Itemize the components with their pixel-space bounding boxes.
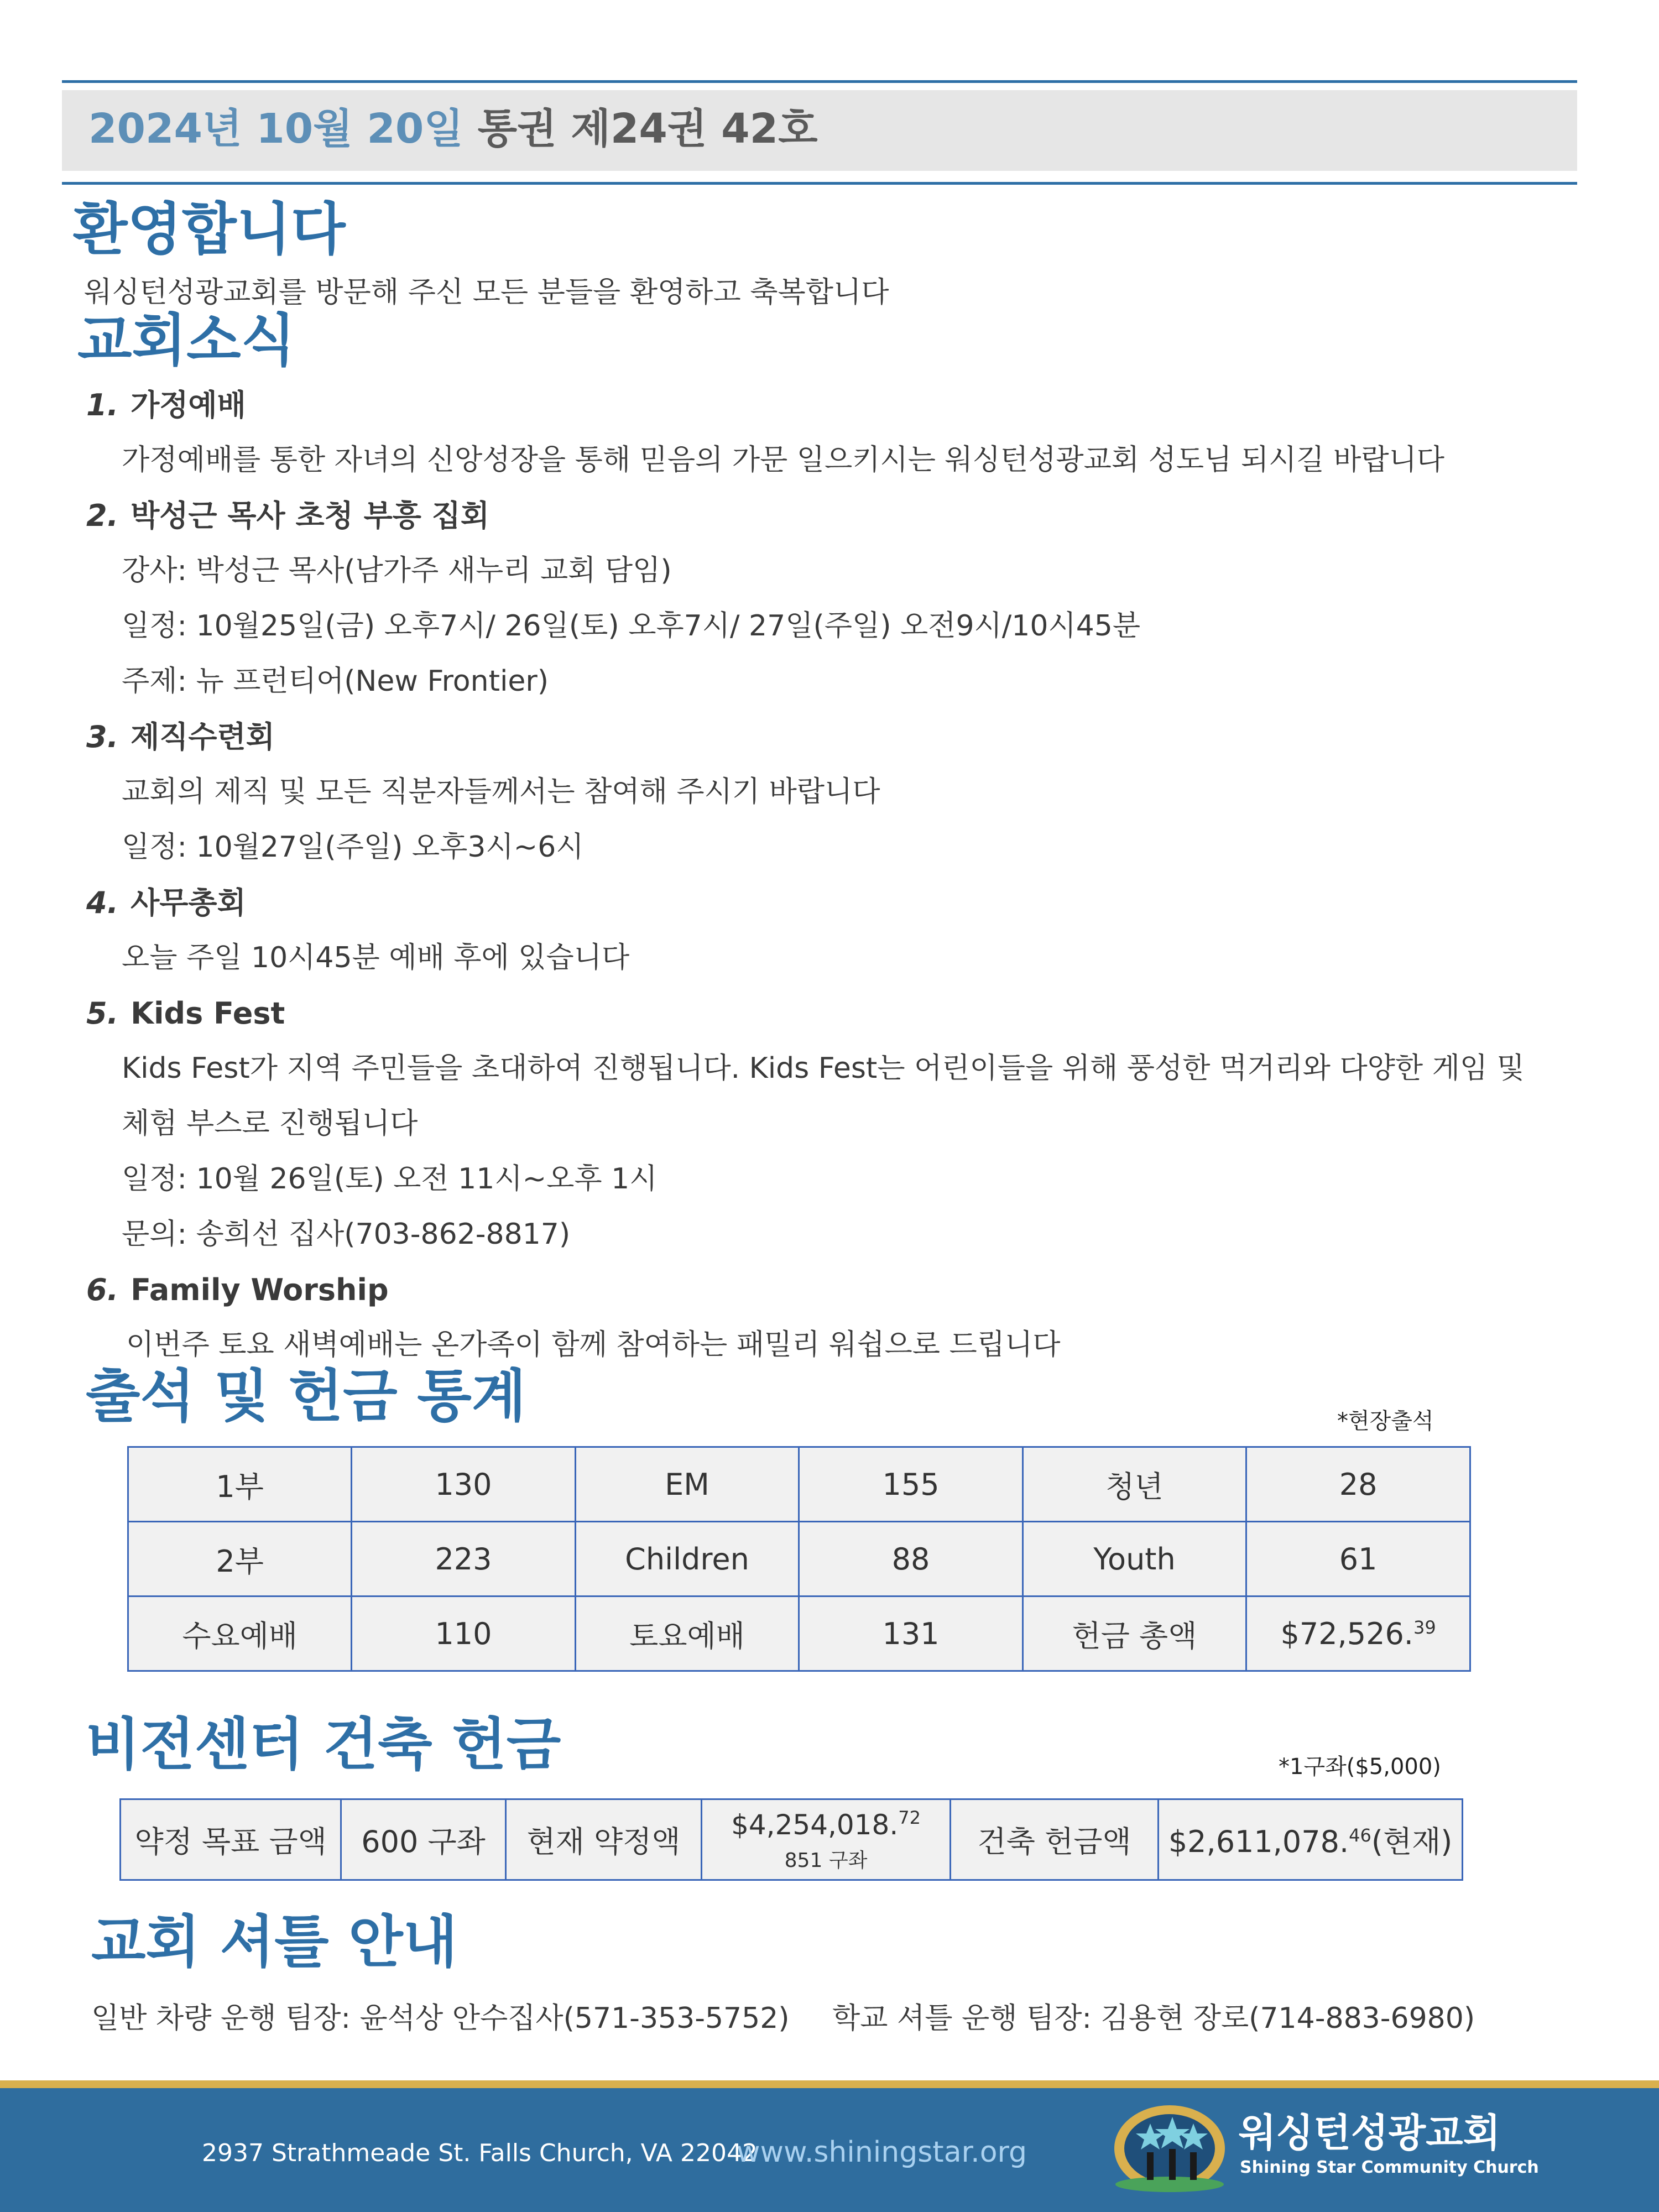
table-cell: 28	[1246, 1447, 1470, 1522]
building-note: *1구좌($5,000)	[1279, 1754, 1441, 1780]
table-cell: 88	[799, 1522, 1022, 1597]
news-item-line: 일정: 10월 26일(토) 오전 11시~오후 1시	[122, 1162, 658, 1196]
item-number: 4.	[86, 885, 119, 920]
issue-date: 2024년 10월 20일	[88, 105, 463, 153]
shuttle-school: 학교 셔틀 운행 팀장: 김용현 장로(714-883-6980)	[832, 2002, 1475, 2035]
table-cell: 수요예배	[128, 1597, 352, 1671]
news-item-line: Kids Fest가 지역 주민들을 초대하여 진행됩니다. Kids Fest는 어린이들을 위해 풍성한 먹거리와 다양한 게임 및	[122, 1052, 1525, 1085]
offering-total-cell	[1246, 1597, 1470, 1671]
attendance-title: 출석 및 헌금 통계	[86, 1364, 526, 1430]
news-item-line: 일정: 10월27일(주일) 오후3시~6시	[122, 831, 584, 864]
news-item-line: 체험 부스로 진행됩니다	[122, 1107, 418, 1140]
item-number: 6.	[86, 1272, 119, 1307]
fund-suffix: (현재)	[1371, 1824, 1453, 1859]
pledge-cents: 72	[898, 1807, 921, 1828]
table-row	[128, 1447, 1470, 1522]
footer-accent-bar	[0, 2080, 1659, 2088]
table-cell: 2부	[128, 1522, 352, 1597]
item-number: 3.	[86, 719, 119, 754]
item-number: 5.	[86, 996, 119, 1031]
building-table	[119, 1798, 1463, 1881]
table-cell: Youth	[1022, 1522, 1246, 1597]
footer-address: 2937 Strathmeade St. Falls Church, VA 22042	[202, 2139, 758, 2167]
news-item-line: 교회의 제직 및 모든 직분자들께서는 참여해 주시기 바랍니다	[122, 775, 880, 808]
table-cell: 155	[799, 1447, 1022, 1522]
table-row	[121, 1799, 1463, 1880]
news-item-line: 일정: 10월25일(금) 오후7시/ 26일(토) 오후7시/ 27일(주일) 오전9시/10시45분	[122, 609, 1141, 643]
logo-english-name: Shining Star Community Church	[1240, 2158, 1539, 2177]
fund-value-cell	[1159, 1799, 1463, 1880]
news-item-line: 이번주 토요 새벽예배는 온가족이 함께 참여하는 패밀리 워쉽으로 드립니다	[126, 1328, 1061, 1361]
offering-total: $72,526.	[1280, 1616, 1413, 1651]
offering-total-cents: 39	[1413, 1616, 1436, 1638]
news-item-line: 오늘 주일 10시45분 예배 후에 있습니다	[122, 941, 630, 974]
logo-korean-name: 워싱턴성광교회	[1239, 2110, 1501, 2156]
table-cell: 61	[1246, 1522, 1470, 1597]
issue-header	[88, 98, 818, 159]
table-cell: Children	[575, 1522, 799, 1597]
news-item-title: 3. 제직수련회	[86, 719, 275, 754]
news-item-title: 6. Family Worship	[86, 1272, 389, 1307]
news-item-title: 2. 박성근 목사 초청 부흥 집회	[86, 498, 490, 533]
goal-value: 600 구좌	[341, 1799, 506, 1880]
fund-label: 건축 헌금액	[950, 1799, 1158, 1880]
fund-value: $2,611,078.	[1168, 1824, 1349, 1859]
table-row	[128, 1522, 1470, 1597]
header-top-rule	[62, 80, 1577, 83]
table-cell: 헌금 총액	[1022, 1597, 1246, 1671]
welcome-text: 워싱턴성광교회를 방문해 주신 모든 분들을 환영하고 축복합니다	[84, 276, 889, 309]
header-bottom-rule	[62, 182, 1577, 185]
table-cell: 1부	[128, 1447, 352, 1522]
table-cell: 토요예배	[575, 1597, 799, 1671]
footer-website-link[interactable]: www.shiningstar.org	[737, 2136, 1027, 2169]
fund-cents: 46	[1349, 1825, 1371, 1846]
table-cell: 청년	[1022, 1447, 1246, 1522]
news-item-line: 주제: 뉴 프런티어(New Frontier)	[122, 665, 549, 698]
table-row	[128, 1597, 1470, 1671]
item-number: 2.	[86, 498, 119, 533]
church-logo-icon	[1112, 2101, 1233, 2195]
shuttle-general: 일반 차량 운행 팀장: 윤석상 안수집사(571-353-5752)	[91, 2002, 790, 2035]
pledge-label: 현재 약정액	[505, 1799, 701, 1880]
item-number: 1.	[86, 388, 119, 422]
pledge-value-cell	[702, 1799, 951, 1880]
attendance-note: *현장출석	[1337, 1408, 1434, 1434]
news-item-title: 4. 사무총회	[86, 885, 246, 920]
news-item-title: 1. 가정예배	[86, 388, 246, 422]
table-cell: 130	[352, 1447, 575, 1522]
table-cell: 131	[799, 1597, 1022, 1671]
news-item-line: 강사: 박성근 목사(남가주 새누리 교회 담임)	[122, 554, 672, 587]
news-item-line: 문의: 송희선 집사(703-862-8817)	[122, 1218, 571, 1251]
welcome-title: 환영합니다	[73, 197, 346, 263]
news-title: 교회소식	[77, 308, 296, 374]
shuttle-title: 교회 셔틀 안내	[91, 1910, 458, 1975]
pledge-value: $4,254,018.	[731, 1808, 899, 1841]
news-item-title: 5. Kids Fest	[86, 996, 285, 1031]
building-title: 비전센터 건축 헌금	[86, 1712, 561, 1778]
pledge-units: 851 구좌	[784, 1849, 868, 1872]
news-item-line: 가정예배를 통한 자녀의 신앙성장을 통해 믿음의 가문 일으키시는 워싱턴성광교회 성도님 되시길 바랍니다	[122, 444, 1445, 477]
table-cell: 223	[352, 1522, 575, 1597]
goal-label: 약정 목표 금액	[121, 1799, 341, 1880]
table-cell: EM	[575, 1447, 799, 1522]
issue-volume: 통권 제24권 42호	[477, 105, 818, 153]
attendance-table	[127, 1446, 1471, 1672]
table-cell: 110	[352, 1597, 575, 1671]
